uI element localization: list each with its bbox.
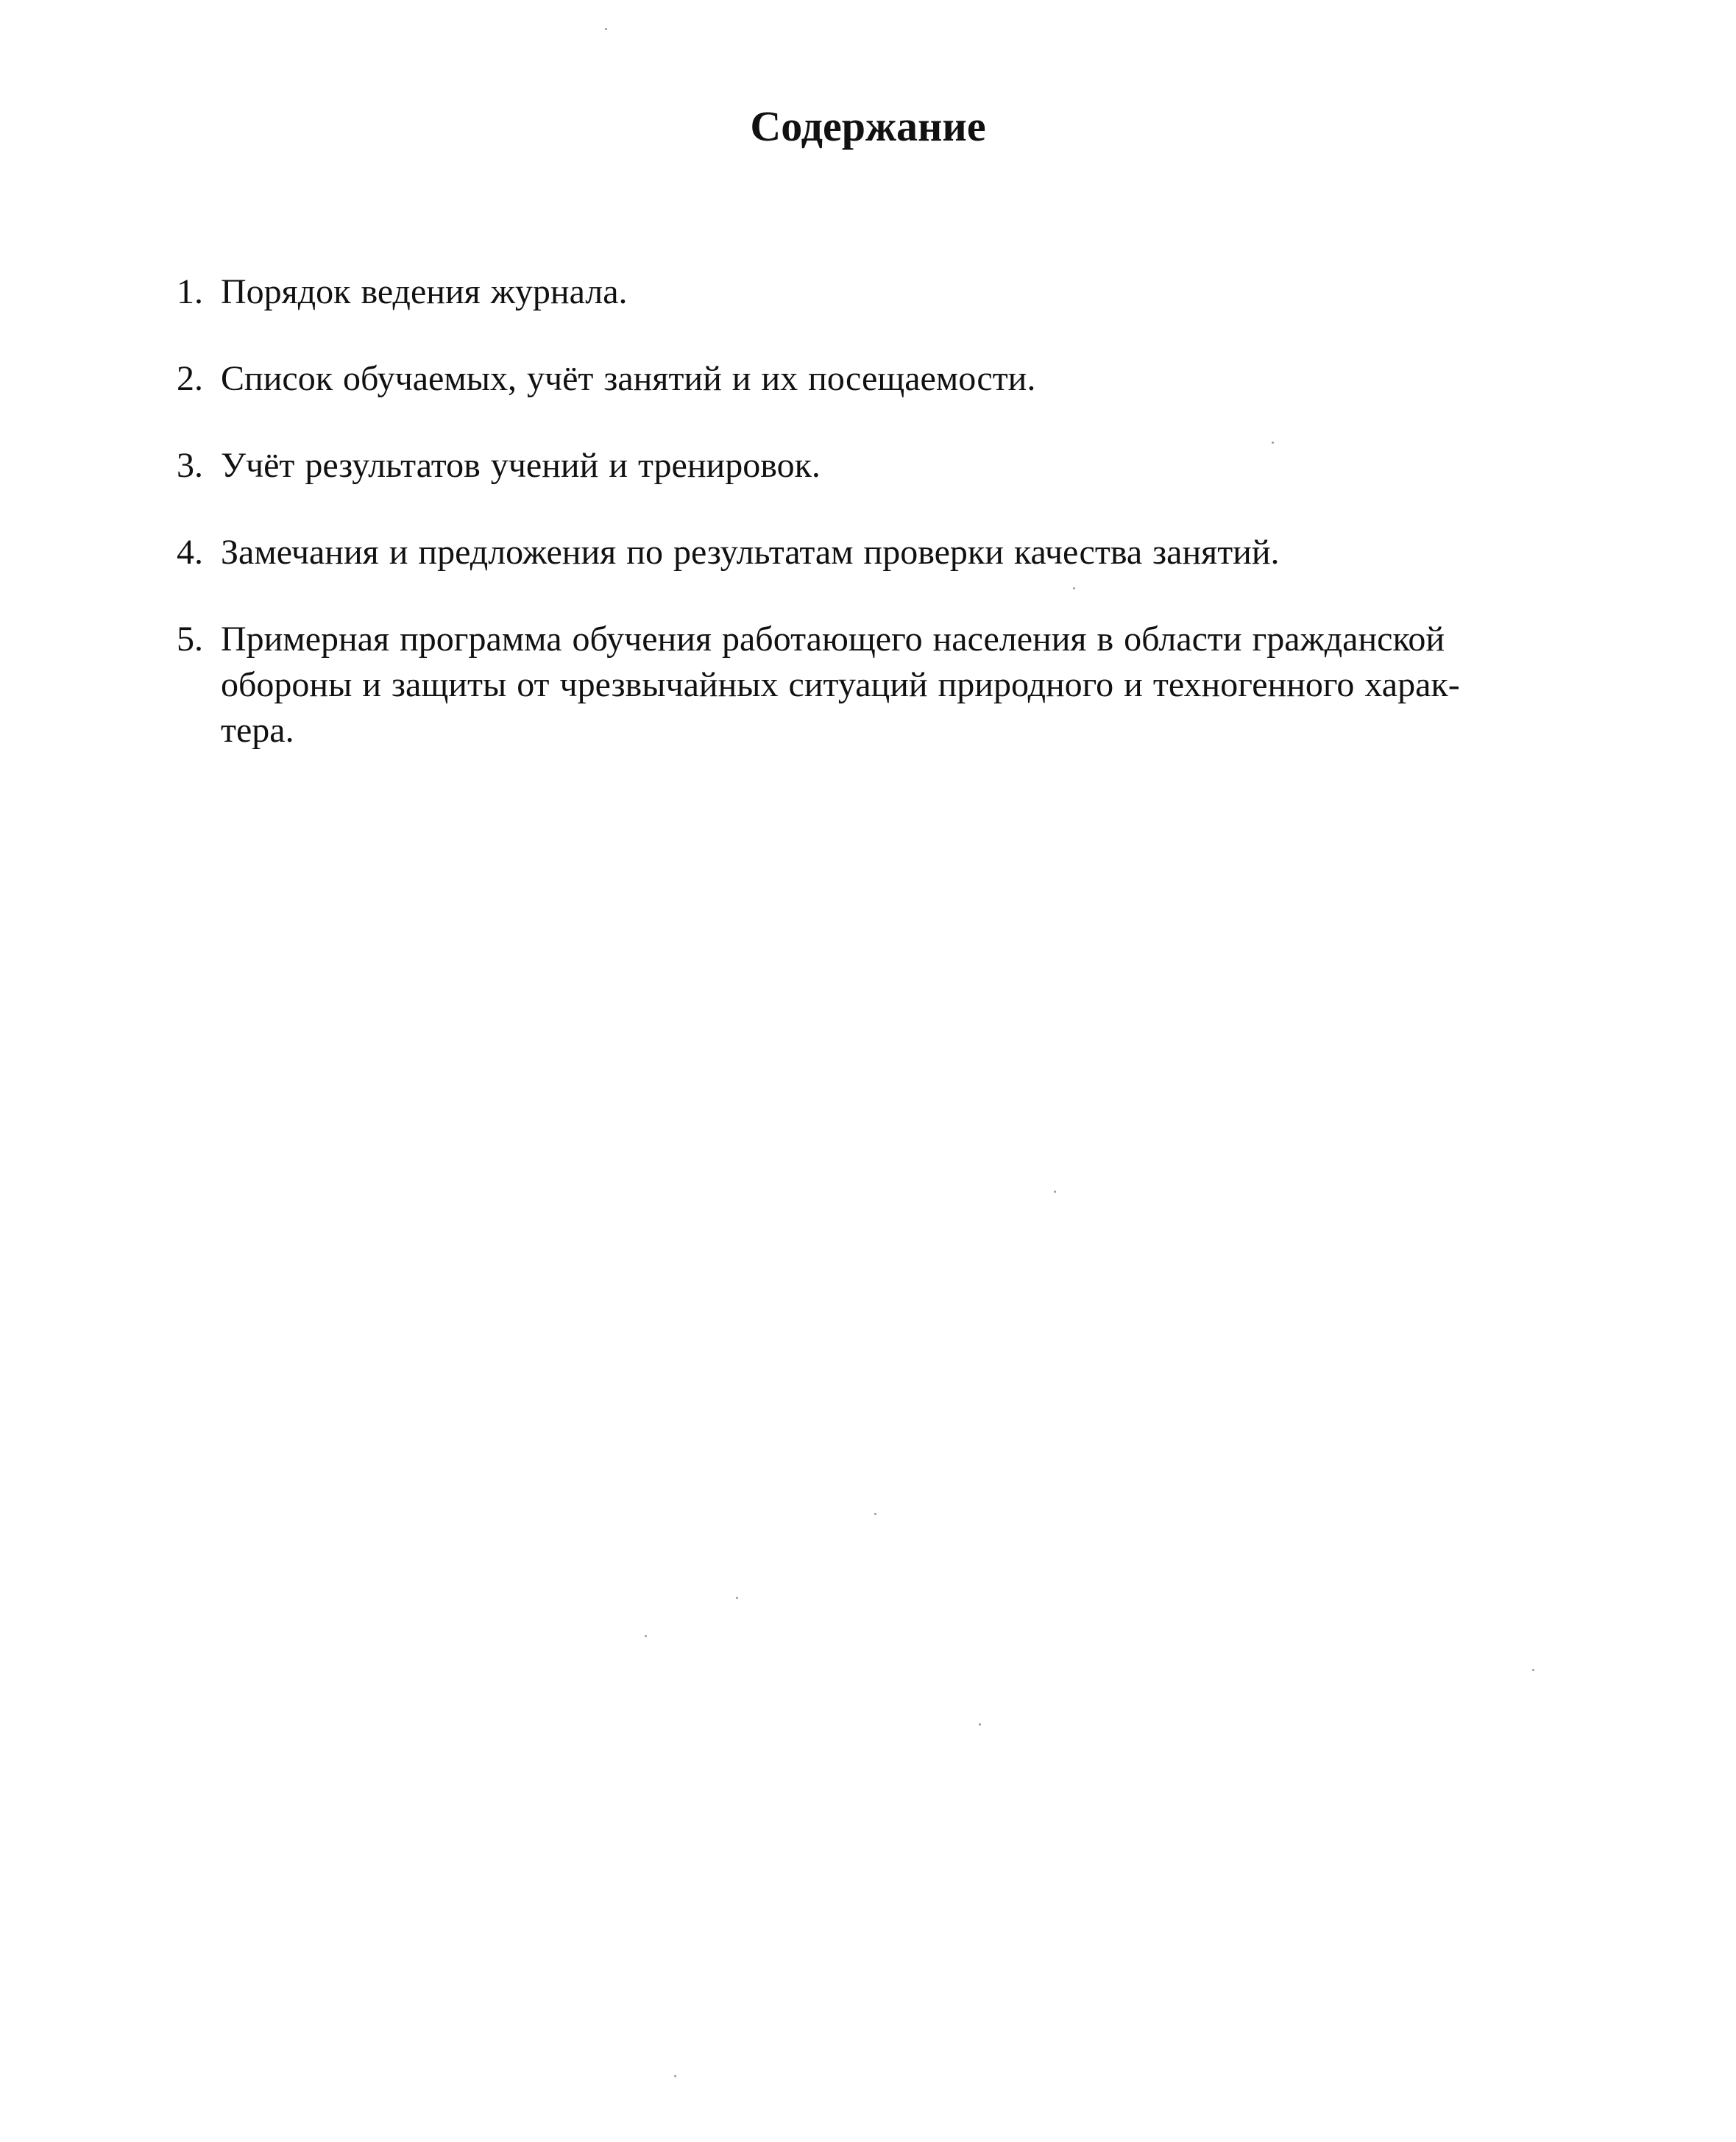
toc-item-number: 1.	[177, 272, 203, 311]
page-title: Содержание	[750, 102, 986, 150]
scan-speck	[674, 2075, 676, 2077]
toc-item-text: Замечания и предложения по результатам проверки качества занятий.	[221, 533, 1280, 572]
scan-speck	[979, 1723, 981, 1726]
toc-item-text	[221, 617, 1575, 753]
toc-item-number: 2.	[177, 359, 203, 398]
toc-item-2	[177, 356, 1575, 402]
table-of-contents	[177, 269, 1575, 795]
toc-item-5	[177, 617, 1575, 753]
toc-item-number: 4.	[177, 533, 203, 572]
toc-item-text-line: тера.	[221, 711, 294, 750]
scan-speck	[645, 1635, 647, 1637]
toc-item-1	[177, 269, 1575, 315]
scan-speck	[1272, 441, 1274, 444]
scan-speck	[1054, 1191, 1056, 1193]
scan-speck	[605, 28, 607, 30]
scan-speck	[736, 1597, 738, 1599]
toc-item-4	[177, 530, 1575, 575]
toc-item-text: Список обучаемых, учёт занятий и их посещаемости.	[221, 359, 1036, 398]
toc-item-number: 3.	[177, 446, 203, 485]
toc-item-text-line: Примерная программа обучения работающего населения в области гражданской	[221, 620, 1445, 659]
toc-item-text: Учёт результатов учений и тренировок.	[221, 446, 821, 485]
scan-speck	[874, 1513, 876, 1515]
toc-item-text: Порядок ведения журнала.	[221, 272, 628, 311]
scan-speck	[1532, 1669, 1534, 1671]
toc-item-3	[177, 443, 1575, 489]
scan-speck	[1073, 587, 1075, 589]
toc-item-text-line: обороны и защиты от чрезвычайных ситуаций природного и техногенного харак-	[221, 665, 1460, 704]
toc-item-number: 5.	[177, 620, 203, 659]
